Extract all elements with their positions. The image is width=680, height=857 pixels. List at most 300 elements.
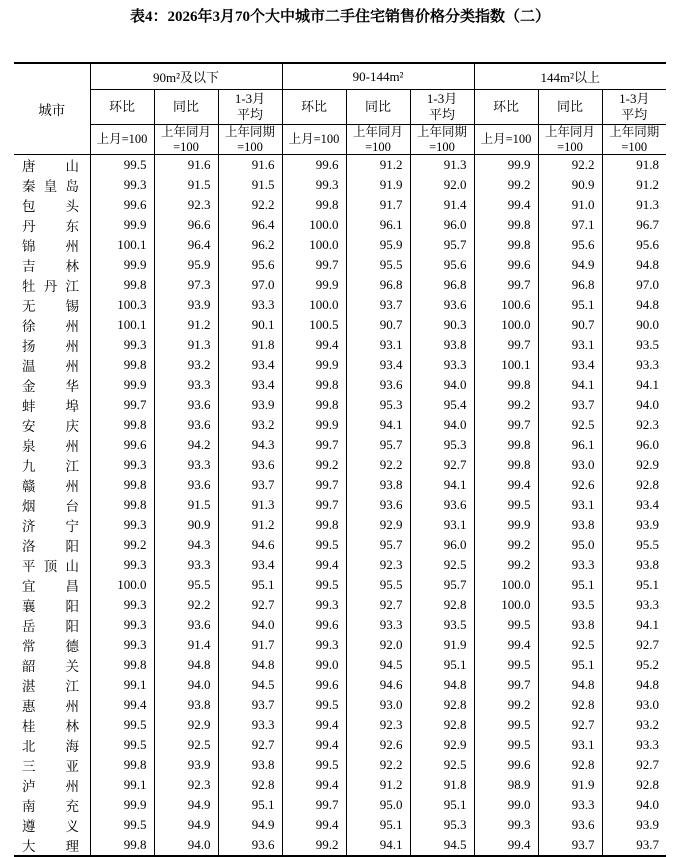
index-value-cell: 94.8 (602, 255, 666, 275)
index-value-cell: 99.9 (282, 415, 346, 435)
index-value-cell: 99.9 (474, 155, 538, 176)
index-value-cell: 95.1 (538, 295, 602, 315)
city-name (14, 495, 90, 515)
city-name (14, 775, 90, 795)
index-value-cell: 100.5 (282, 315, 346, 335)
index-value-cell: 93.4 (602, 495, 666, 515)
table-row (14, 355, 666, 375)
index-value-cell: 94.8 (410, 675, 474, 695)
table-row (14, 715, 666, 735)
index-value-cell: 91.4 (410, 195, 474, 215)
city-name-text: 襄 阳 (22, 599, 79, 614)
avg-base-g2 (602, 125, 666, 155)
index-value-cell: 93.3 (602, 355, 666, 375)
index-value-cell: 99.9 (90, 375, 154, 395)
index-value-cell: 93.8 (538, 515, 602, 535)
index-value-cell: 94.8 (218, 655, 282, 675)
index-value-cell: 99.5 (474, 615, 538, 635)
city-name-text: 遵 义 (22, 819, 79, 834)
index-value-cell: 99.3 (90, 335, 154, 355)
index-value-cell: 99.4 (474, 835, 538, 856)
table-row (14, 755, 666, 775)
index-value-cell: 92.8 (538, 695, 602, 715)
index-value-cell: 93.3 (218, 715, 282, 735)
index-value-cell: 99.8 (90, 415, 154, 435)
index-value-cell: 99.4 (282, 715, 346, 735)
header-base-row (14, 125, 666, 155)
index-value-cell: 99.2 (474, 695, 538, 715)
index-value-cell: 99.5 (474, 495, 538, 515)
index-value-cell: 97.1 (538, 215, 602, 235)
city-name-text: 平 顶 山 (22, 559, 79, 574)
index-value-cell: 96.0 (602, 435, 666, 455)
index-value-cell: 92.7 (538, 715, 602, 735)
index-value-cell: 91.2 (218, 515, 282, 535)
city-name (14, 455, 90, 475)
index-value-cell: 99.5 (282, 575, 346, 595)
index-value-cell: 93.7 (218, 475, 282, 495)
city-name-text: 牡 丹 江 (22, 279, 79, 294)
index-value-cell: 99.3 (90, 515, 154, 535)
index-value-cell: 99.6 (282, 615, 346, 635)
index-value-cell: 99.3 (90, 175, 154, 195)
index-value-cell: 94.0 (154, 675, 218, 695)
index-value-cell: 99.2 (474, 555, 538, 575)
yoy-base-line1: 上年同月 (545, 125, 596, 140)
index-value-cell: 96.8 (538, 275, 602, 295)
table-row (14, 335, 666, 355)
index-value-cell: 93.2 (154, 355, 218, 375)
index-value-cell: 93.6 (410, 295, 474, 315)
table-row (14, 595, 666, 615)
index-value-cell: 94.3 (154, 535, 218, 555)
index-value-cell: 99.4 (282, 335, 346, 355)
index-value-cell: 91.9 (410, 635, 474, 655)
index-value-cell: 96.0 (410, 215, 474, 235)
avg-base-g0 (218, 125, 282, 155)
index-value-cell: 92.8 (538, 755, 602, 775)
mom-base-g1: 上月=100 (282, 125, 346, 155)
index-value-cell: 92.7 (602, 755, 666, 775)
index-value-cell: 99.8 (282, 515, 346, 535)
index-value-cell: 99.0 (474, 795, 538, 815)
table-body (14, 155, 666, 857)
index-value-cell: 99.6 (474, 255, 538, 275)
index-value-cell: 93.3 (538, 795, 602, 815)
index-value-cell: 99.3 (90, 635, 154, 655)
avg-header-line2: 平均 (621, 107, 648, 122)
index-value-cell: 100.1 (90, 235, 154, 255)
index-value-cell: 99.8 (474, 215, 538, 235)
index-value-cell: 95.1 (218, 795, 282, 815)
index-value-cell: 93.1 (538, 735, 602, 755)
index-value-cell: 93.4 (218, 555, 282, 575)
city-name-text: 包 头 (22, 199, 79, 214)
city-name-text: 泉 州 (22, 439, 79, 454)
city-name-text: 安 庆 (22, 419, 79, 434)
index-value-cell: 93.5 (410, 615, 474, 635)
city-name-text: 北 海 (22, 739, 79, 754)
city-name-text: 烟 台 (22, 499, 79, 514)
index-value-cell: 99.4 (282, 815, 346, 835)
yoy-base-line1: 上年同月 (353, 125, 404, 140)
city-name (14, 475, 90, 495)
city-name (14, 395, 90, 415)
index-value-cell: 93.4 (538, 355, 602, 375)
table-row (14, 415, 666, 435)
index-value-cell: 93.7 (346, 295, 410, 315)
index-value-cell: 97.0 (602, 275, 666, 295)
index-value-cell: 99.6 (90, 435, 154, 455)
index-value-cell: 99.8 (474, 455, 538, 475)
city-name (14, 175, 90, 195)
index-value-cell: 92.3 (346, 555, 410, 575)
index-value-cell: 99.5 (90, 815, 154, 835)
index-value-cell: 99.3 (90, 455, 154, 475)
index-value-cell: 92.9 (602, 455, 666, 475)
index-value-cell: 99.8 (474, 235, 538, 255)
city-name (14, 575, 90, 595)
table-row (14, 495, 666, 515)
index-value-cell: 93.9 (602, 815, 666, 835)
index-value-cell: 96.0 (410, 535, 474, 555)
index-value-cell: 95.3 (410, 815, 474, 835)
index-value-cell: 95.0 (538, 535, 602, 555)
index-value-cell: 92.3 (602, 415, 666, 435)
index-value-cell: 99.8 (90, 495, 154, 515)
city-name (14, 515, 90, 535)
mom-header-g0: 环比 (90, 90, 154, 125)
index-value-cell: 95.3 (346, 395, 410, 415)
index-value-cell: 94.5 (218, 675, 282, 695)
index-value-cell: 95.1 (410, 795, 474, 815)
index-value-cell: 93.8 (218, 755, 282, 775)
avg-header-line1: 1-3月 (426, 91, 458, 107)
city-name (14, 275, 90, 295)
index-value-cell: 91.3 (218, 495, 282, 515)
avg-header-line1: 1-3月 (619, 91, 650, 107)
index-value-cell: 95.0 (346, 795, 410, 815)
table-header (14, 63, 666, 155)
city-name (14, 655, 90, 675)
avg-base-line1: 上年同期 (609, 125, 660, 140)
index-value-cell: 95.1 (346, 815, 410, 835)
index-value-cell: 99.8 (90, 655, 154, 675)
index-value-cell: 99.6 (282, 155, 346, 176)
avg-header-g1 (410, 90, 474, 125)
index-value-cell: 93.5 (602, 335, 666, 355)
table-row (14, 395, 666, 415)
index-value-cell: 91.8 (218, 335, 282, 355)
index-value-cell: 99.6 (474, 755, 538, 775)
index-value-cell: 93.6 (538, 815, 602, 835)
city-name (14, 415, 90, 435)
index-value-cell: 95.6 (602, 235, 666, 255)
table-row (14, 155, 666, 176)
index-value-cell: 99.4 (282, 735, 346, 755)
avg-base-line2: =100 (621, 139, 648, 154)
index-value-cell: 94.5 (410, 835, 474, 856)
yoy-base-line2: =100 (173, 139, 199, 154)
index-value-cell: 99.0 (282, 655, 346, 675)
index-value-cell: 94.0 (218, 615, 282, 635)
city-name-text: 洛 阳 (22, 539, 79, 554)
index-value-cell: 91.2 (154, 315, 218, 335)
index-value-cell: 92.3 (154, 775, 218, 795)
index-value-cell: 93.7 (538, 835, 602, 856)
index-value-cell: 95.5 (602, 535, 666, 555)
index-value-cell: 99.7 (282, 475, 346, 495)
table-row (14, 655, 666, 675)
header-group-row (14, 63, 666, 90)
index-value-cell: 90.1 (218, 315, 282, 335)
city-name (14, 835, 90, 856)
index-value-cell: 99.4 (474, 635, 538, 655)
city-name-text: 湛 江 (22, 679, 79, 694)
city-name-text: 秦 皇 岛 (22, 179, 79, 194)
index-value-cell: 92.8 (602, 775, 666, 795)
table-row (14, 515, 666, 535)
index-value-cell: 99.4 (282, 555, 346, 575)
index-value-cell: 99.9 (90, 215, 154, 235)
index-value-cell: 94.1 (602, 615, 666, 635)
index-value-cell: 90.3 (410, 315, 474, 335)
yoy-header-g0: 同比 (154, 90, 218, 125)
index-value-cell: 100.1 (474, 355, 538, 375)
index-value-cell: 93.8 (538, 615, 602, 635)
table-row (14, 475, 666, 495)
index-value-cell: 91.5 (218, 175, 282, 195)
index-value-cell: 99.5 (90, 715, 154, 735)
city-name (14, 695, 90, 715)
index-value-cell: 90.0 (602, 315, 666, 335)
index-value-cell: 92.2 (346, 455, 410, 475)
index-value-cell: 93.6 (410, 495, 474, 515)
index-value-cell: 93.7 (538, 395, 602, 415)
index-value-cell: 93.6 (218, 835, 282, 856)
table-title: 表4：2026年3月70个大中城市二手住宅销售价格分类指数（二） (129, 9, 550, 25)
group-header-144-above: 144m²以上 (474, 63, 666, 90)
index-value-cell: 99.9 (474, 515, 538, 535)
index-value-cell: 94.8 (602, 675, 666, 695)
index-value-cell: 94.9 (218, 815, 282, 835)
city-name-text: 唐 山 (22, 159, 79, 174)
index-value-cell: 99.5 (282, 755, 346, 775)
index-value-cell: 93.7 (218, 695, 282, 715)
index-value-cell: 92.7 (218, 595, 282, 615)
index-value-cell: 92.5 (410, 755, 474, 775)
city-column-header: 城市 (14, 63, 90, 155)
index-value-cell: 92.8 (602, 475, 666, 495)
yoy-base-line2: =100 (365, 139, 391, 154)
index-value-cell: 99.7 (474, 415, 538, 435)
city-name-text: 惠 州 (22, 699, 79, 714)
index-value-cell: 99.5 (282, 535, 346, 555)
index-value-cell: 94.0 (410, 415, 474, 435)
city-name (14, 635, 90, 655)
table-row (14, 835, 666, 856)
city-name (14, 795, 90, 815)
index-value-cell: 99.8 (90, 355, 154, 375)
index-value-cell: 92.2 (154, 595, 218, 615)
index-value-cell: 93.3 (154, 455, 218, 475)
index-value-cell: 93.9 (154, 295, 218, 315)
index-value-cell: 91.8 (410, 775, 474, 795)
index-value-cell: 93.8 (410, 335, 474, 355)
index-value-cell: 95.1 (602, 575, 666, 595)
index-value-cell: 91.9 (538, 775, 602, 795)
index-value-cell: 99.2 (474, 175, 538, 195)
index-value-cell: 92.0 (346, 635, 410, 655)
index-value-cell: 99.8 (90, 755, 154, 775)
index-value-cell: 99.8 (90, 835, 154, 856)
city-name-text: 宜 昌 (22, 579, 79, 594)
index-value-cell: 92.6 (538, 475, 602, 495)
city-name (14, 335, 90, 355)
index-value-cell: 94.0 (602, 795, 666, 815)
avg-header-g2 (602, 90, 666, 125)
city-name-text: 扬 州 (22, 339, 79, 354)
index-value-cell: 100.0 (474, 315, 538, 335)
avg-header-line1: 1-3月 (234, 91, 266, 107)
index-value-cell: 93.6 (154, 475, 218, 495)
table-row (14, 455, 666, 475)
index-value-cell: 95.6 (218, 255, 282, 275)
index-value-cell: 100.1 (90, 315, 154, 335)
index-value-cell: 95.1 (538, 575, 602, 595)
index-value-cell: 91.4 (154, 635, 218, 655)
index-value-cell: 94.6 (218, 535, 282, 555)
index-value-cell: 93.0 (346, 695, 410, 715)
index-value-cell: 94.8 (602, 295, 666, 315)
index-value-cell: 92.2 (346, 755, 410, 775)
city-name (14, 375, 90, 395)
index-value-cell: 93.0 (602, 695, 666, 715)
yoy-base-g0 (154, 125, 218, 155)
index-value-cell: 93.3 (538, 555, 602, 575)
index-value-cell: 100.0 (90, 575, 154, 595)
index-value-cell: 91.8 (602, 155, 666, 176)
index-value-cell: 93.3 (154, 375, 218, 395)
index-value-cell: 95.1 (538, 655, 602, 675)
table-row (14, 275, 666, 295)
index-value-cell: 93.6 (218, 455, 282, 475)
city-name (14, 315, 90, 335)
avg-header-line2: 平均 (429, 107, 456, 122)
index-value-cell: 93.9 (218, 395, 282, 415)
index-value-cell: 99.7 (90, 395, 154, 415)
index-value-cell: 96.1 (346, 215, 410, 235)
index-value-cell: 99.8 (282, 395, 346, 415)
index-value-cell: 99.5 (90, 155, 154, 176)
index-value-cell: 99.6 (90, 195, 154, 215)
index-value-cell: 96.8 (346, 275, 410, 295)
index-value-cell: 93.2 (218, 415, 282, 435)
city-name-text: 南 充 (22, 799, 79, 814)
index-value-cell: 99.4 (282, 775, 346, 795)
index-value-cell: 92.8 (410, 715, 474, 735)
index-value-cell: 99.5 (474, 655, 538, 675)
table-row (14, 795, 666, 815)
index-value-cell: 92.5 (538, 635, 602, 655)
index-value-cell: 99.7 (282, 795, 346, 815)
table-row (14, 195, 666, 215)
index-value-cell: 93.3 (602, 735, 666, 755)
index-value-cell: 99.2 (282, 455, 346, 475)
index-value-cell: 92.8 (218, 775, 282, 795)
index-value-cell: 100.0 (474, 595, 538, 615)
index-value-cell: 93.3 (410, 355, 474, 375)
index-value-cell: 91.2 (346, 155, 410, 176)
index-value-cell: 99.7 (282, 495, 346, 515)
index-value-cell: 93.9 (602, 515, 666, 535)
table-row (14, 215, 666, 235)
mom-base-g2: 上月=100 (474, 125, 538, 155)
table-row (14, 555, 666, 575)
index-value-cell: 99.8 (90, 275, 154, 295)
city-name (14, 675, 90, 695)
yoy-base-g2 (538, 125, 602, 155)
table-row (14, 295, 666, 315)
index-value-cell: 96.2 (218, 235, 282, 255)
table-row (14, 315, 666, 335)
index-value-cell: 100.0 (282, 295, 346, 315)
index-value-cell: 96.4 (154, 235, 218, 255)
index-value-cell: 99.3 (90, 595, 154, 615)
index-value-cell: 95.5 (346, 575, 410, 595)
index-value-cell: 99.9 (282, 355, 346, 375)
city-name (14, 235, 90, 255)
index-value-cell: 100.0 (474, 575, 538, 595)
city-name-text: 常 德 (22, 639, 79, 654)
avg-header-line2: 平均 (237, 107, 264, 122)
index-value-cell: 96.1 (538, 435, 602, 455)
city-name-text: 桂 林 (22, 719, 79, 734)
city-name-text: 无 锡 (22, 299, 79, 314)
city-name-text: 三 亚 (22, 759, 79, 774)
yoy-base-line2: =100 (557, 139, 583, 154)
city-name-text: 温 州 (22, 359, 79, 374)
index-value-cell: 94.1 (410, 475, 474, 495)
index-value-cell: 92.7 (602, 635, 666, 655)
city-name (14, 535, 90, 555)
index-value-cell: 99.2 (282, 835, 346, 856)
index-value-cell: 99.5 (474, 735, 538, 755)
index-value-cell: 93.7 (602, 835, 666, 856)
city-name (14, 715, 90, 735)
table-row (14, 615, 666, 635)
city-name (14, 435, 90, 455)
index-value-cell: 91.6 (218, 155, 282, 176)
index-value-cell: 93.2 (602, 715, 666, 735)
index-value-cell: 92.5 (538, 415, 602, 435)
index-value-cell: 94.1 (346, 835, 410, 856)
index-value-cell: 92.5 (154, 735, 218, 755)
index-value-cell: 93.1 (538, 495, 602, 515)
group-header-90-144: 90-144m² (282, 63, 474, 90)
index-value-cell: 95.1 (218, 575, 282, 595)
index-value-cell: 90.9 (538, 175, 602, 195)
index-value-cell: 92.7 (410, 455, 474, 475)
index-value-cell: 93.4 (218, 375, 282, 395)
index-value-cell: 91.2 (346, 775, 410, 795)
city-name-text: 锦 州 (22, 239, 79, 254)
index-value-cell: 97.3 (154, 275, 218, 295)
index-value-cell: 91.7 (346, 195, 410, 215)
index-value-cell: 94.1 (538, 375, 602, 395)
index-value-cell: 99.6 (282, 675, 346, 695)
index-value-cell: 99.2 (474, 535, 538, 555)
